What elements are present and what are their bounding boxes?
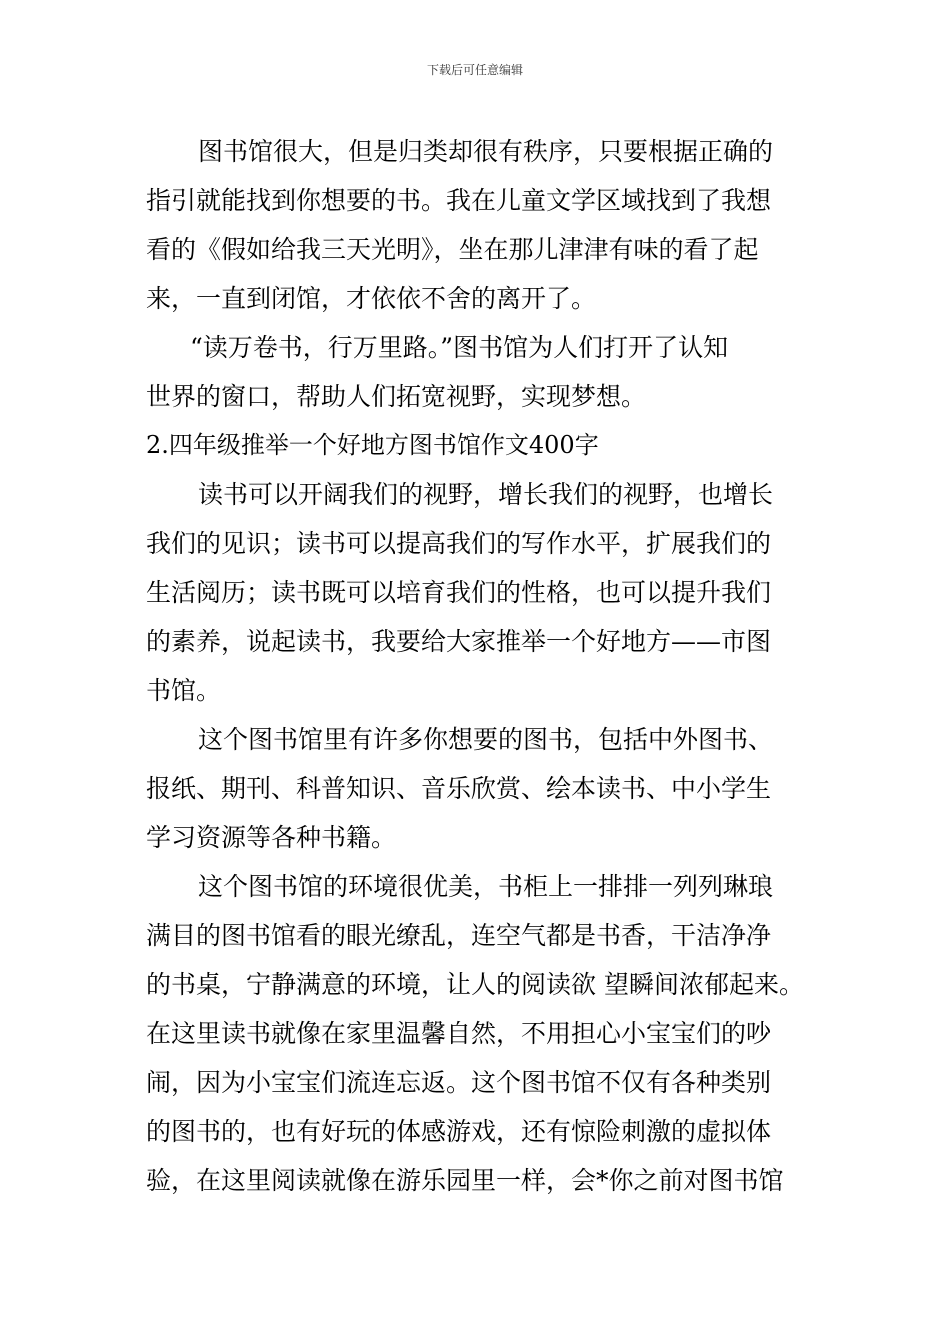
paragraph-environment-line-4: 在这里读书就像在家里温馨自然，不用担心小宝宝们的吵 (146, 1019, 772, 1048)
paragraph-environment-line-1: 这个图书馆的环境很优美，书柜上一排排一列列琳琅 (198, 872, 774, 901)
paragraph-reading-benefits-line-2: 我们的见识；读书可以提高我们的写作水平，扩展我们的 (146, 529, 772, 558)
paragraph-environment-line-2: 满目的图书馆看的眼光缭乱，连空气都是书香，干洁净净 (146, 921, 772, 950)
paragraph-environment-line-3: 的书桌，宁静满意的环境，让人的阅读欲 望瞬间浓郁起来。 (146, 970, 804, 999)
page-header: 下载后可任意编辑 (426, 63, 523, 77)
paragraph-reading-benefits-line-5: 书馆。 (146, 676, 222, 705)
paragraph-reading-benefits-line-3: 生活阅历；读书既可以培育我们的性格，也可以提升我们 (146, 578, 772, 607)
paragraph-environment-line-5: 闹，因为小宝宝们流连忘返。这个图书馆不仅有各种类别 (146, 1068, 772, 1097)
paragraph-book-types-line-1: 这个图书馆里有许多你想要的图书，包括中外图书、 (198, 725, 774, 754)
paragraph-environment-line-7: 验，在这里阅读就像在游乐园里一样，会*你之前对图书馆 (146, 1166, 784, 1195)
paragraph-book-types-line-3: 学习资源等各种书籍。 (146, 823, 397, 852)
paragraph-reading-benefits-line-4: 的素养，说起读书，我要给大家推举一个好地方——市图 (146, 627, 772, 656)
paragraph-reading-benefits-line-1: 读书可以开阔我们的视野，增长我们的视野，也增长 (198, 480, 774, 509)
paragraph-quote-line-2: 世界的窗口，帮助人们拓宽视野，实现梦想。 (146, 382, 647, 411)
document-body (146, 127, 826, 1205)
paragraph-library-order-line-4: 来，一直到闭馆，才依依不舍的离开了。 (146, 284, 597, 313)
paragraph-library-order-line-3: 看的《假如给我三天光明》，坐在那儿津津有味的看了起 (146, 235, 759, 264)
paragraph-environment-line-6: 的图书的，也有好玩的体感游戏，还有惊险刺激的虚拟体 (146, 1117, 772, 1146)
section-heading: 2.四年级推举一个好地方图书馆作文400字 (146, 431, 599, 459)
paragraph-book-types-line-2: 报纸、期刊、科普知识、音乐欣赏、绘本读书、中小学生 (146, 774, 772, 803)
paragraph-library-order-line-2: 指引就能找到你想要的书。我在儿童文学区域找到了我想 (146, 186, 772, 215)
paragraph-library-order-line-1: 图书馆很大，但是归类却很有秩序，只要根据正确的 (198, 137, 774, 166)
paragraph-quote-line-1: “读万卷书，行万里路。”图书馆为人们打开了认知 (190, 333, 729, 362)
